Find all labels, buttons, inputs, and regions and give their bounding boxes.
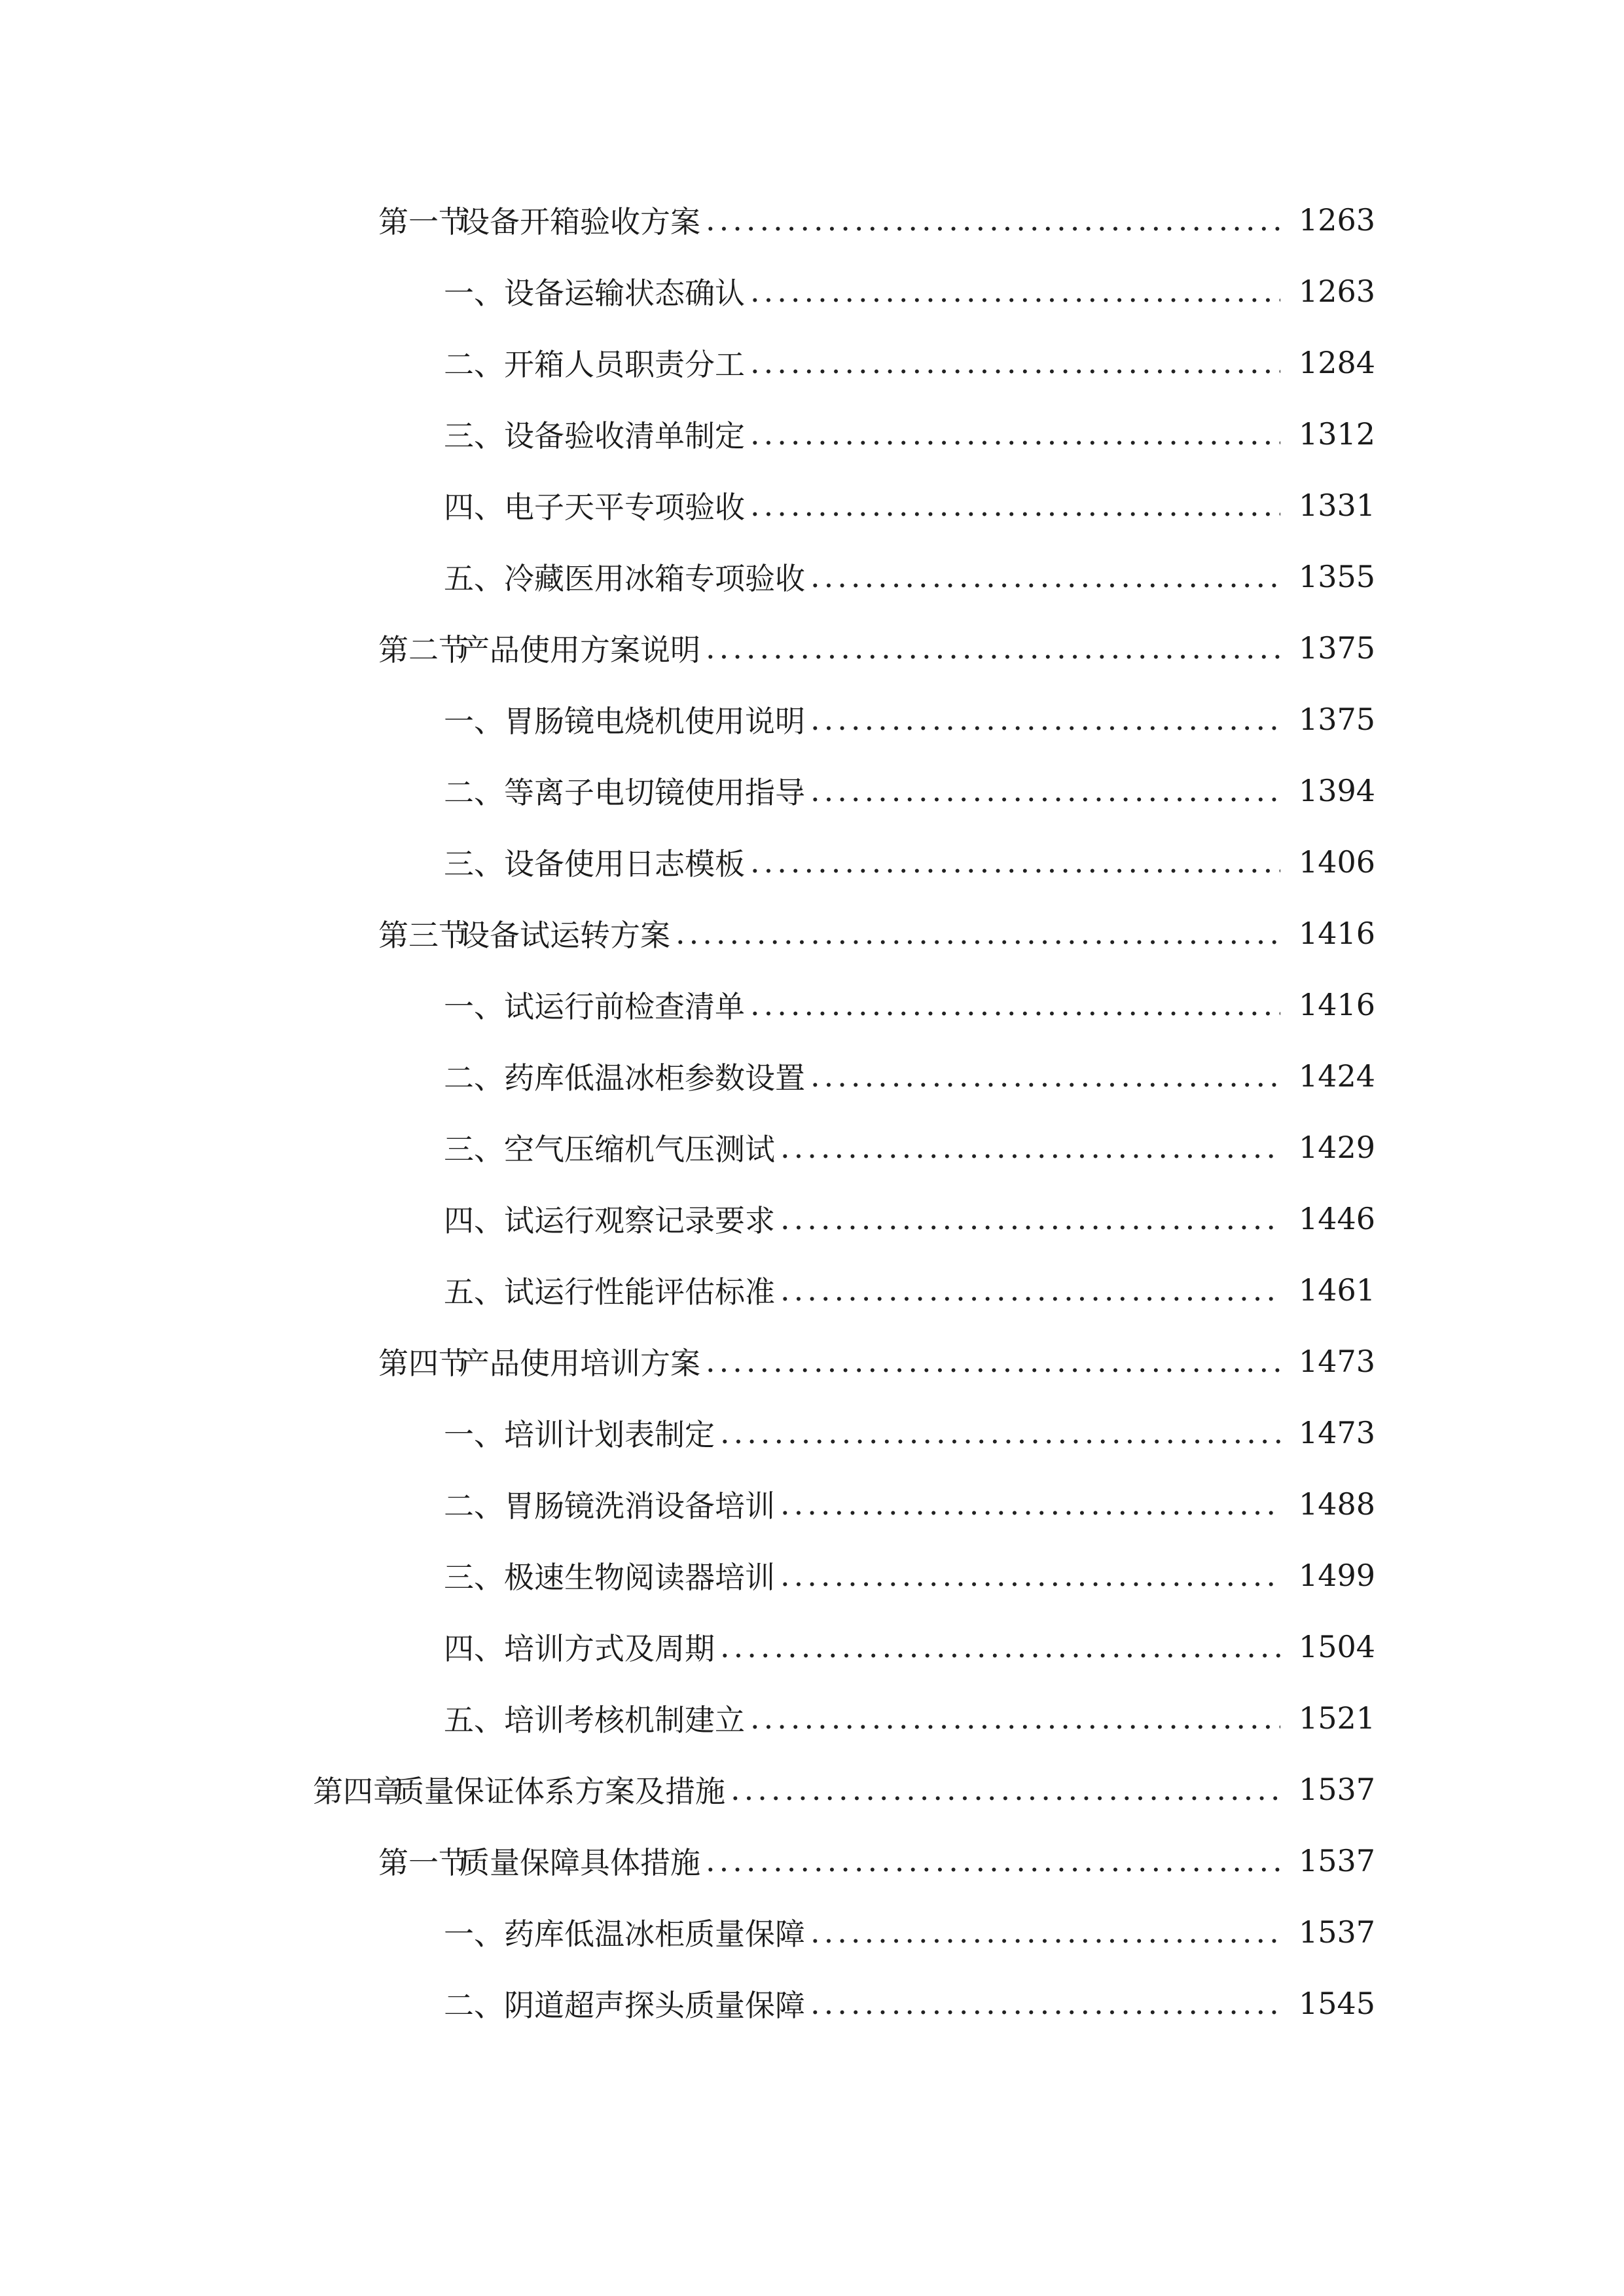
toc-entry-prefix: 一、 [444, 989, 504, 1024]
toc-entry-prefix: 二、 [444, 775, 504, 810]
toc-entry-item[interactable] [444, 978, 1376, 1031]
dot-leader [706, 1344, 1280, 1379]
toc-entry-title: 产品使用方案说明 [460, 632, 700, 668]
toc-entry-page: 1488 [1299, 1486, 1376, 1522]
toc-entry-item[interactable] [444, 1906, 1376, 1958]
toc-entry-prefix: 二、 [444, 1988, 504, 2023]
toc-entry-page: 1416 [1299, 916, 1376, 951]
toc-entry-item[interactable] [444, 550, 1376, 603]
toc-entry-page: 1499 [1299, 1558, 1376, 1593]
toc-entry-title: 胃肠镜洗消设备培训 [504, 1488, 775, 1524]
toc-entry-item[interactable] [444, 1977, 1376, 2030]
toc-entry-prefix: 第三节 [378, 918, 469, 953]
dot-leader [810, 559, 1280, 594]
dot-leader [731, 1772, 1280, 1807]
dot-leader [750, 274, 1280, 309]
toc-entry-item[interactable] [444, 408, 1376, 460]
toc-entry-title: 冷藏医用冰箱专项验收 [504, 561, 805, 596]
toc-entry-page: 1284 [1299, 345, 1376, 380]
toc-entry-item[interactable] [444, 1193, 1376, 1245]
toc-entry-prefix: 第四节 [378, 1346, 469, 1381]
toc-entry-page: 1375 [1299, 630, 1376, 666]
dot-leader [750, 844, 1280, 880]
dot-leader [810, 1914, 1280, 1950]
dot-leader [750, 345, 1280, 380]
dot-leader [706, 1843, 1280, 1878]
dot-leader [780, 1201, 1280, 1236]
toc-entry-item[interactable] [444, 265, 1376, 317]
dot-leader [676, 916, 1280, 951]
toc-entry-title: 产品使用培训方案 [460, 1346, 700, 1381]
toc-entry-item[interactable] [444, 1549, 1376, 1602]
toc-entry-page: 1537 [1299, 1914, 1376, 1950]
toc-entry-title: 设备验收清单制定 [504, 418, 745, 454]
toc-entry-prefix: 一、 [444, 276, 504, 311]
dot-leader [720, 1415, 1280, 1450]
toc-entry-prefix: 第一节 [378, 204, 469, 240]
toc-entry-title: 质量保障具体措施 [460, 1845, 700, 1880]
dot-leader [810, 1058, 1280, 1094]
toc-entry-page: 1429 [1299, 1130, 1376, 1165]
toc-entry-prefix: 一、 [444, 1916, 504, 1952]
toc-entry-page: 1545 [1299, 1986, 1376, 2021]
toc-entry-item[interactable] [444, 1478, 1376, 1530]
toc-entry-title: 培训考核机制建立 [504, 1702, 745, 1738]
toc-entry-section[interactable] [378, 1835, 1376, 1887]
toc-entry-section[interactable] [378, 194, 1376, 246]
toc-entry-prefix: 一、 [444, 704, 504, 739]
toc-entry-page: 1416 [1299, 987, 1376, 1022]
toc-entry-page: 1406 [1299, 844, 1376, 880]
toc-entry-title: 药库低温冰柜质量保障 [504, 1916, 805, 1952]
toc-entry-prefix: 三、 [444, 418, 504, 454]
toc-entry-prefix: 第四章 [313, 1774, 403, 1809]
toc-entry-title: 电子天平专项验收 [504, 490, 745, 525]
toc-entry-prefix: 五、 [444, 1702, 504, 1738]
toc-entry-prefix: 三、 [444, 1560, 504, 1595]
dot-leader [750, 1700, 1280, 1736]
toc-entry-prefix: 五、 [444, 1274, 504, 1310]
toc-entry-prefix: 五、 [444, 561, 504, 596]
toc-entry-prefix: 四、 [444, 1203, 504, 1238]
dot-leader [780, 1130, 1280, 1165]
toc-entry-page: 1537 [1299, 1772, 1376, 1807]
toc-entry-title: 培训方式及周期 [504, 1631, 715, 1666]
dot-leader [750, 488, 1280, 523]
toc-entry-title: 试运行观察记录要求 [504, 1203, 775, 1238]
toc-entry-page: 1473 [1299, 1415, 1376, 1450]
toc-entry-item[interactable] [444, 1407, 1376, 1459]
toc-entry-prefix: 二、 [444, 1488, 504, 1524]
toc-entry-item[interactable] [444, 1621, 1376, 1673]
toc-entry-title: 空气压缩机气压测试 [504, 1132, 775, 1167]
toc-entry-title: 试运行前检查清单 [504, 989, 745, 1024]
toc-entry-title: 开箱人员职责分工 [504, 347, 745, 382]
dot-leader [750, 987, 1280, 1022]
toc-entry-page: 1312 [1299, 416, 1376, 452]
toc-entry-page: 1461 [1299, 1272, 1376, 1308]
toc-entry-prefix: 四、 [444, 1631, 504, 1666]
toc-entry-item[interactable] [444, 1050, 1376, 1102]
dot-leader [780, 1272, 1280, 1308]
toc-entry-page: 1537 [1299, 1843, 1376, 1878]
toc-entry-page: 1263 [1299, 202, 1376, 238]
toc-entry-section[interactable] [378, 622, 1376, 674]
toc-entry-page: 1263 [1299, 274, 1376, 309]
toc-entry-page: 1394 [1299, 773, 1376, 808]
toc-entry-page: 1375 [1299, 702, 1376, 737]
toc-entry-title: 设备运输状态确认 [504, 276, 745, 311]
toc-entry-title: 药库低温冰柜参数设置 [504, 1060, 805, 1096]
toc-entry-title: 设备试运转方案 [460, 918, 670, 953]
toc-entry-prefix: 二、 [444, 1060, 504, 1096]
toc-entry-page: 1355 [1299, 559, 1376, 594]
dot-leader [750, 416, 1280, 452]
toc-entry-item[interactable] [444, 336, 1376, 389]
toc-entry-title: 设备开箱验收方案 [460, 204, 700, 240]
toc-entry-title: 设备使用日志模板 [504, 846, 745, 882]
toc-entry-title: 极速生物阅读器培训 [504, 1560, 775, 1595]
toc-entry-item[interactable] [444, 1121, 1376, 1174]
toc-entry-item[interactable] [444, 1264, 1376, 1316]
toc-entry-page: 1331 [1299, 488, 1376, 523]
toc-entry-page: 1424 [1299, 1058, 1376, 1094]
toc-entry-prefix: 二、 [444, 347, 504, 382]
toc-entry-section[interactable] [378, 907, 1376, 960]
dot-leader [720, 1629, 1280, 1664]
toc-entry-page: 1521 [1299, 1700, 1376, 1736]
dot-leader [706, 202, 1280, 238]
toc-entry-title: 试运行性能评估标准 [504, 1274, 775, 1310]
dot-leader [780, 1558, 1280, 1593]
toc-entry-item[interactable] [444, 836, 1376, 888]
dot-leader [810, 773, 1280, 808]
toc-entry-prefix: 第二节 [378, 632, 469, 668]
toc-entry-page: 1473 [1299, 1344, 1376, 1379]
dot-leader [706, 630, 1280, 666]
toc-entry-page: 1446 [1299, 1201, 1376, 1236]
dot-leader [810, 1986, 1280, 2021]
toc-entry-section[interactable] [378, 1335, 1376, 1388]
dot-leader [780, 1486, 1280, 1522]
toc-entry-title: 胃肠镜电烧机使用说明 [504, 704, 805, 739]
toc-entry-prefix: 三、 [444, 846, 504, 882]
toc-entry-prefix: 三、 [444, 1132, 504, 1167]
toc-entry-item[interactable] [444, 1692, 1376, 1744]
toc-entry-prefix: 一、 [444, 1417, 504, 1452]
toc-entry-item[interactable] [444, 693, 1376, 745]
toc-entry-title: 等离子电切镜使用指导 [504, 775, 805, 810]
toc-entry-page: 1504 [1299, 1629, 1376, 1664]
toc-entry-prefix: 四、 [444, 490, 504, 525]
toc-entry-chapter[interactable] [313, 1763, 1376, 1816]
dot-leader [810, 702, 1280, 737]
toc-entry-item[interactable] [444, 764, 1376, 817]
toc-entry-item[interactable] [444, 479, 1376, 531]
toc-entry-title: 质量保证体系方案及措施 [394, 1774, 725, 1809]
toc-entry-title: 培训计划表制定 [504, 1417, 715, 1452]
toc-entry-title: 阴道超声探头质量保障 [504, 1988, 805, 2023]
toc-entry-prefix: 第一节 [378, 1845, 469, 1880]
